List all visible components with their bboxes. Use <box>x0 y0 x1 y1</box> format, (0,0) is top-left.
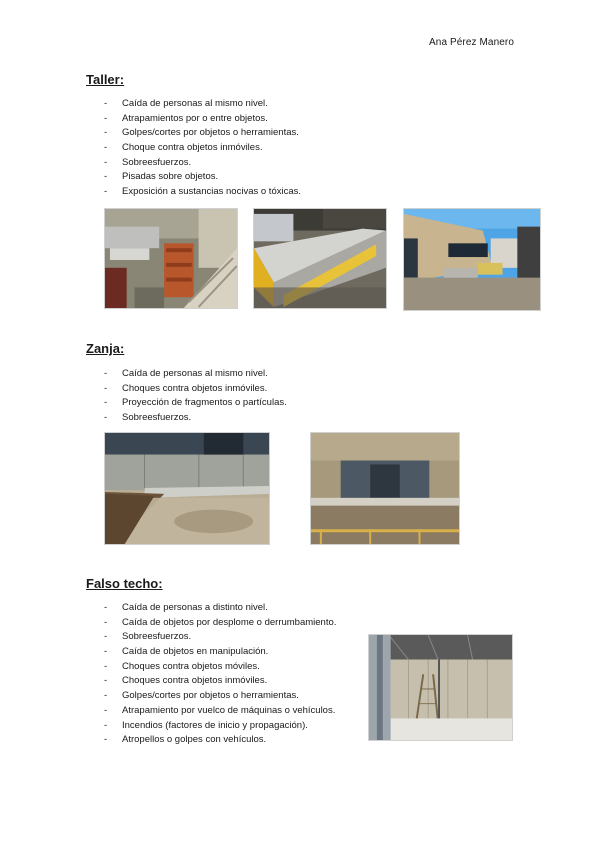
list-item: - Caída de personas al mismo nivel. <box>104 367 287 382</box>
hazard-list-zanja <box>104 367 287 426</box>
list-item: - Caída de personas al mismo nivel. <box>104 97 301 112</box>
hazard-list-falso-techo <box>104 601 336 748</box>
list-item: - Exposición a sustancias nocivas o tóxicas. <box>104 185 301 200</box>
photo-taller-formwork <box>253 208 387 309</box>
list-item: - Caída de objetos en manipulación. <box>104 645 336 660</box>
section-title-zanja: Zanja: <box>86 341 125 356</box>
list-item: - Pisadas sobre objetos. <box>104 170 301 185</box>
list-item: - Sobreesfuerzos. <box>104 156 301 171</box>
list-item: - Sobreesfuerzos. <box>104 630 336 645</box>
list-item: - Atrapamientos por o entre objetos. <box>104 112 301 127</box>
list-item: - Golpes/cortes por objetos o herramientas. <box>104 689 336 704</box>
list-item: - Sobreesfuerzos. <box>104 411 287 426</box>
photo-taller-building <box>403 208 541 311</box>
photo-zanja-trench-2 <box>310 432 460 545</box>
list-item: - Choques contra objetos móviles. <box>104 660 336 675</box>
author-name: Ana Pérez Manero <box>429 37 514 48</box>
list-item: - Caída de personas a distinto nivel. <box>104 601 336 616</box>
section-title-falso-techo: Falso techo: <box>86 576 163 591</box>
list-item: - Golpes/cortes por objetos o herramientas. <box>104 126 301 141</box>
list-item: - Choque contra objetos inmóviles. <box>104 141 301 156</box>
list-item: - Choques contra objetos inmóviles. <box>104 674 336 689</box>
list-item: - Choques contra objetos inmóviles. <box>104 382 287 397</box>
list-item: - Proyección de fragmentos o partículas. <box>104 396 287 411</box>
hazard-list-taller <box>104 97 301 200</box>
list-item: - Atrapamiento por vuelco de máquinas o vehículos. <box>104 704 336 719</box>
list-item: - Caída de objetos por desplome o derrumbamiento. <box>104 616 336 631</box>
photo-zanja-trench-1 <box>104 432 270 545</box>
photo-falso-techo-interior <box>368 634 513 741</box>
list-item: - Incendios (factores de inicio y propagación). <box>104 719 336 734</box>
section-title-taller: Taller: <box>86 72 125 87</box>
photo-taller-materials <box>104 208 238 309</box>
list-item: - Atropellos o golpes con vehículos. <box>104 733 336 748</box>
